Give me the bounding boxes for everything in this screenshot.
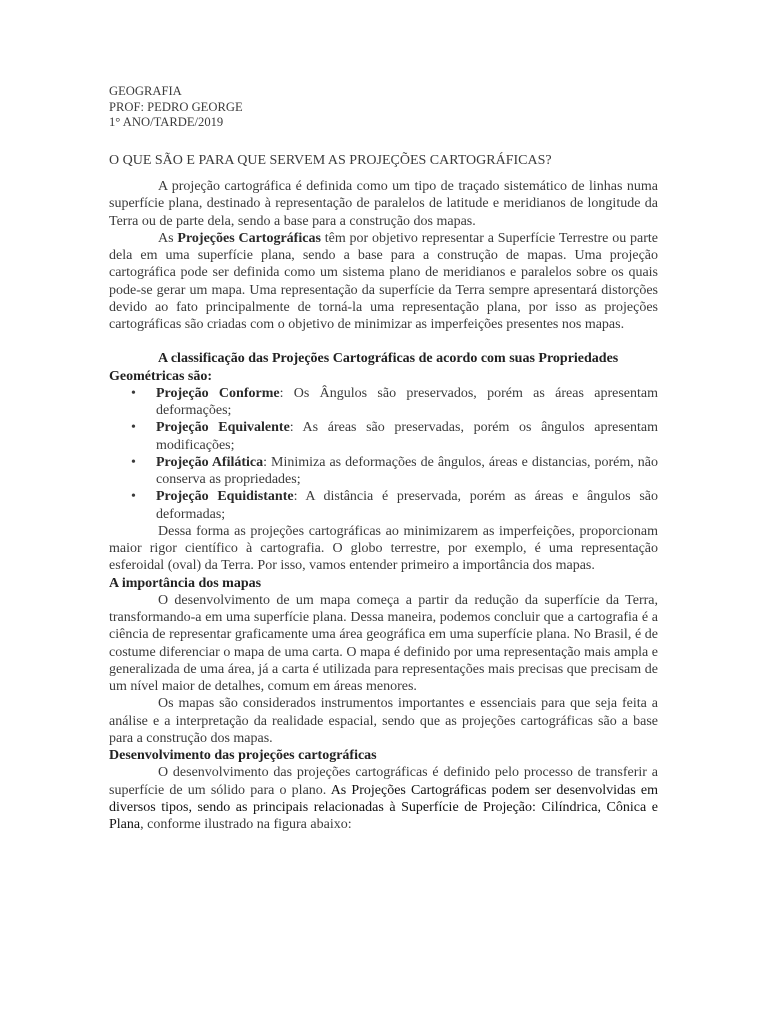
list-item-text: : As áreas são preservadas, porém os ângulos apresentam modificações; (156, 420, 658, 453)
importance-paragraph-2: Os mapas são considerados instrumentos importantes e essenciais para que seja feita a análise e a interpretação da realidade espacial, sendo que as projeções cartográficas são a base para a construção dos mapas. (109, 696, 658, 746)
importance-heading: A importância dos mapas (109, 575, 262, 591)
intro-paragraph-1: A projeção cartográfica é definida como um tipo de traçado sistemático de linhas numa superfície plana, destinado à representação de paralelos de latitude e meridianos de longitude da Terra ou de parte dela, sendo a base para a construção dos mapas. (109, 179, 658, 229)
bullet-icon: • (131, 385, 136, 401)
intro-p2-pre: As (158, 230, 178, 246)
list-item-equidistante (131, 488, 658, 523)
bullet-icon: • (131, 454, 136, 470)
list-item-term: Projeção Conforme (156, 385, 280, 401)
development-p-post: , conforme ilustrado na figura abaixo: (140, 817, 352, 832)
list-item-equivalente (131, 419, 658, 454)
list-item-term: Projeção Equivalente (156, 420, 290, 436)
bullet-icon: • (131, 420, 136, 436)
header-class: 1° ANO/TARDE/2019 (109, 115, 224, 129)
importance-paragraph-1: O desenvolvimento de um mapa começa a partir da redução da superfície da Terra, transformando-a em uma superfície plana. Dessa maneira, podemos concluir que a cartografia é a ciência de representar graficamente uma área geográfica em uma superfície plana. No Brasil, é de costume diferenciar o mapa de uma carta. O mapa é definido por uma representação mais ampla e generalizada de uma área, já a carta é utilizada para representações mais precisas que precisam de um nível maior de detalhes, comum em áreas menores. (109, 592, 658, 694)
document-title: O QUE SÃO E PARA QUE SERVEM AS PROJEÇÕES CARTOGRÁFICAS? (109, 153, 552, 168)
development-heading: Desenvolvimento das projeções cartográficas (109, 748, 377, 763)
bullet-icon: • (131, 489, 136, 505)
intro-p2-bold: Projeções Cartográficas (177, 230, 321, 246)
header-subject: GEOGRAFIA (109, 84, 182, 98)
list-item-term: Projeção Equidistante (156, 489, 294, 505)
classification-closing: Dessa forma as projeções cartográficas ao minimizarem as imperfeições, proporcionam maior rigor científico à cartografia. O globo terrestre, por exemplo, é uma representação esferoidal (oval) da Terra. Por isso, vamos entender primeiro a importância dos mapas. (109, 523, 658, 574)
document-body (109, 178, 658, 833)
list-item-text: : Minimiza as deformações de ângulos, áreas e distancias, porém, não conserva as propriedades; (156, 454, 658, 487)
document-header (109, 84, 243, 131)
classification-list (109, 385, 658, 523)
classification-heading: A classificação das Projeções Cartográficas de acordo com suas Propriedades Geométricas são: (109, 351, 619, 384)
list-item-afilatica (131, 454, 658, 489)
list-item-text: : A distância é preservada, porém as áreas e ângulos são deformadas; (156, 489, 658, 522)
list-item-term: Projeção Afilática (156, 454, 264, 470)
intro-paragraph-2 (109, 230, 658, 334)
list-item-text: : Os Ângulos são preservados, porém as áreas apresentam deformações; (156, 385, 658, 418)
development-p-emphasis: As Projeções Cartográficas podem ser desenvolvidas em diversos tipos, sendo as principais relacionadas à Superfície de Projeção: Cilíndrica, Cônica e Plana (109, 782, 658, 832)
list-item-conforme (131, 385, 658, 420)
header-teacher: PROF: PEDRO GEORGE (109, 99, 243, 114)
development-p-pre: O desenvolvimento das projeções cartográficas é definido pelo processo de transferir a superfície de um sólido para o plano. (109, 765, 658, 798)
development-paragraph (109, 764, 658, 833)
intro-p2-post: têm por objetivo representar a Superfície Terrestre ou parte dela em uma superfície plana, sendo a base para a construção de mapas. Uma projeção cartográfica pode ser definida como um sistema plano de meridianos e paralelos sobre os quais pode-se gerar um mapa. Uma representação da superfície da Terra sempre apresentará distorções devido ao fato principalmente de torná-la uma representação plana, por isso as projeções cartográficas são criadas com o objetivo de minimizar as imperfeições presentes nos mapas. (109, 230, 658, 332)
